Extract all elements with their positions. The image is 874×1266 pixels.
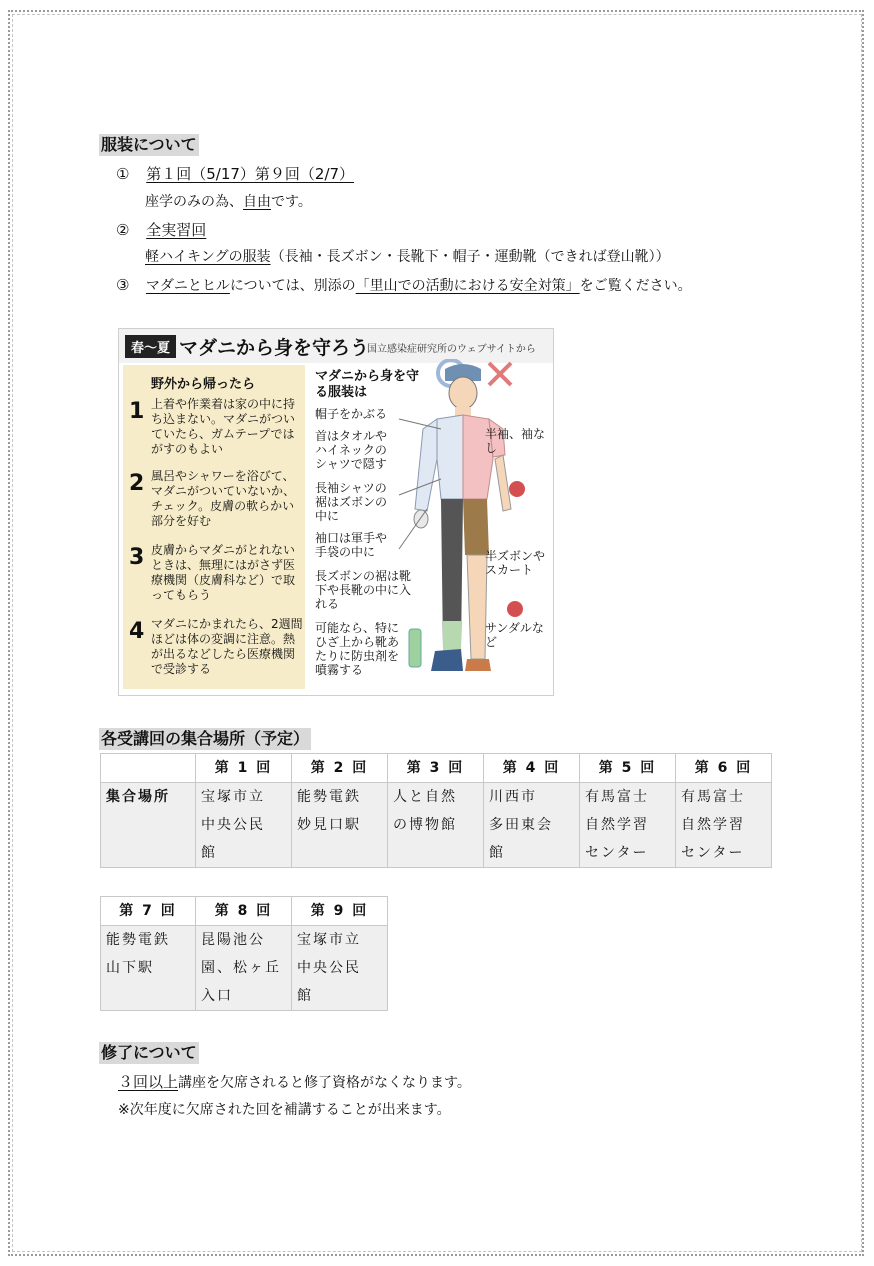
venue-cell: 有馬富士 自然学習 センター — [580, 783, 676, 868]
venue-table-1-header-row — [101, 754, 772, 783]
item-3-end: をご覧ください。 — [579, 278, 692, 294]
session-header: 第 2 回 — [292, 754, 388, 783]
session-header: 第 8 回 — [196, 897, 292, 926]
item-1-heading: 第１回（5/17）第９回（2/7） — [146, 165, 355, 183]
completion-line-1 — [118, 1072, 471, 1093]
clothing-guide-heading: マダニから身を守る服装は — [315, 369, 420, 400]
venue-cell: 有馬富士 自然学習 センター — [676, 783, 772, 868]
completion-section-title: 修了について — [101, 1043, 197, 1062]
step-2-text: 風呂やシャワーを浴びて、マダニがついていないか、チェック。皮膚の軟らかい部分を好む — [151, 469, 296, 528]
bad-sandals-label: サンダルなど — [485, 621, 544, 649]
item-1-desc-end: です。 — [271, 194, 312, 210]
illustration-header — [119, 329, 553, 363]
venue-cell: 昆陽池公 園、松ヶ丘 入口 — [196, 926, 292, 1011]
absence-limit: ３回以上 — [118, 1073, 179, 1091]
after-outdoor-panel — [123, 365, 305, 689]
venue-table-2-row — [101, 926, 388, 1011]
session-header: 第 4 回 — [484, 754, 580, 783]
tip-repellent: 可能なら、特にひざ上から靴あたりに防虫剤を噴霧する — [315, 621, 400, 677]
venues-section-title: 各受講回の集合場所（予定） — [101, 729, 310, 748]
tick-icon — [509, 481, 525, 497]
meeting-place-label: 集合場所 — [101, 783, 196, 868]
insect-repellent-icon — [409, 629, 421, 667]
bad-mark-icon — [489, 363, 511, 385]
shoe-icon — [431, 649, 463, 671]
venue-cell: 宝塚市立 中央公民 館 — [196, 783, 292, 868]
step-1-text: 上着や作業着は家の中に持ち込まない。マダニがついていたら、ガムテープではがすのもよい — [151, 397, 296, 456]
table-corner — [101, 754, 196, 783]
illustration-source: 国立感染症研究所のウェブサイトから — [367, 344, 536, 355]
venue-cell: 宝塚市立 中央公民 館 — [292, 926, 388, 1011]
safety-document-link[interactable]: 「里山での活動における安全対策」 — [355, 278, 580, 294]
sock-icon — [443, 621, 461, 653]
tip-sleeves: 袖口は軍手や手袋の中に — [315, 531, 388, 559]
step-4-number: 4 — [129, 619, 145, 644]
tick-protection-illustration — [118, 328, 554, 696]
clothing-item-1 — [116, 164, 354, 184]
long-sleeve-shirt-icon — [437, 415, 463, 499]
season-badge: 春～夏 — [125, 335, 176, 358]
session-header: 第 6 回 — [676, 754, 772, 783]
item-1-desc-underline: 自由 — [243, 194, 271, 210]
item-1-desc-text: 座学のみの為、 — [145, 194, 243, 210]
tip-hat: 帽子をかぶる — [315, 407, 388, 421]
item-2-heading: 全実習回 — [146, 221, 207, 239]
session-header: 第 1 回 — [196, 754, 292, 783]
bad-short-sleeve-label: 半袖、袖なし — [485, 427, 546, 455]
head-icon — [449, 377, 477, 409]
step-4-text: マダニにかまれたら、2週間ほどは体の変調に注意。熱が出るなどしたら医療機関で受診する — [151, 617, 303, 676]
completion-line-2: ※次年度に欠席された回を補講することが出来ます。 — [118, 1102, 451, 1118]
venue-cell: 能勢電鉄 山下駅 — [101, 926, 196, 1011]
step-1-number: 1 — [129, 399, 145, 424]
session-header: 第 9 回 — [292, 897, 388, 926]
venue-cell: 人と自然 の博物館 — [388, 783, 484, 868]
clothing-item-2-desc — [145, 247, 670, 267]
clothing-item-3 — [116, 275, 692, 296]
item-1-number: ① — [116, 165, 130, 183]
step-3-text: 皮膚からマダニがとれないときは、無理にはがさず医療機関（皮膚科など）で取ってもらう — [151, 543, 296, 602]
session-header: 第 5 回 — [580, 754, 676, 783]
venue-cell: 川西市 多田東会 館 — [484, 783, 580, 868]
bad-shorts-label: 半ズボンやスカート — [485, 549, 546, 577]
venue-table-2-header-row — [101, 897, 388, 926]
tip-shirt: 長袖シャツの裾はズボンの中に — [315, 481, 388, 523]
tip-pants: 長ズボンの裾は靴下や長靴の中に入れる — [315, 569, 412, 611]
item-2-number: ② — [116, 221, 130, 239]
session-header: 第 7 回 — [101, 897, 196, 926]
shorts-icon — [463, 499, 489, 555]
clothing-item-1-desc — [145, 192, 312, 212]
venue-table-1 — [100, 753, 772, 868]
item-2-desc-text: （長袖・長ズボン・長靴下・帽子・運動靴（できれば登山靴）） — [270, 249, 670, 265]
venue-table-1-row — [101, 783, 772, 868]
item-3-ticks-leeches: マダニとヒル — [145, 278, 230, 294]
step-2-number: 2 — [129, 471, 145, 496]
sandal-icon — [465, 659, 491, 671]
illustration-title: マダニから身を守ろう — [179, 337, 370, 359]
clothing-item-2 — [116, 220, 206, 240]
item-2-desc-underline: 軽ハイキングの服装 — [145, 249, 271, 265]
item-3-number: ③ — [116, 276, 130, 294]
after-outdoor-heading: 野外から帰ったら — [151, 377, 256, 392]
session-header: 第 3 回 — [388, 754, 484, 783]
step-3-number: 3 — [129, 545, 145, 570]
completion-rule-text: 講座を欠席されると修了資格がなくなります。 — [178, 1075, 471, 1091]
tick-icon — [507, 601, 523, 617]
tip-neck: 首はタオルやハイネックのシャツで隠す — [315, 429, 388, 471]
clothing-section-title: 服装について — [101, 135, 197, 154]
venue-cell: 能勢電鉄 妙見口駅 — [292, 783, 388, 868]
venue-table-2 — [100, 896, 388, 1011]
item-3-text: については、別添の — [229, 278, 356, 294]
